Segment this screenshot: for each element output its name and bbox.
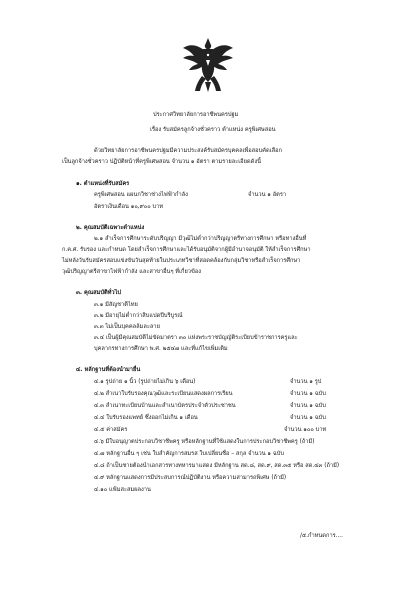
general-qualification-continuation: บุคลากรทางการศึกษา พ.ศ. ๒๕๔๗ และที่แก้ไขเพิ่มเติม	[94, 346, 228, 352]
section-1-title: ๑. ตำแหน่งที่รับสมัคร	[76, 181, 130, 187]
document-item-qty: จำนวน ๑ ฉบับ	[290, 403, 326, 409]
document-item: ๔.๑๐ แฟ้มสะสมผลงาน	[94, 487, 151, 493]
qualification-line: ก.ค.ศ. รับรอง และกำหนด โดยสำเร็จการศึกษาและได้รับอนุมัติจากผู้มีอำนาจอนุมัติ ให้สำเร็จการศึกษา	[62, 247, 311, 253]
garuda-emblem-icon	[181, 36, 235, 94]
document-item: ๔.๘ ถ้าเป็นชายต้องนำเอกสารทางทหารมาแสดง มีหลักฐาน สด.๘, สด.๙, สด.๓๕ หรือ สด.๔๓ (ถ้ามี)	[94, 463, 340, 469]
document-item: ๔.๒ สำเนาใบรับรองคุณวุฒิและระเบียนแสดงผลการเรียน	[94, 391, 233, 397]
document-item: ๔.๗ หลักฐานอื่น ๆ เช่น ใบสำคัญการสมรส ใบเปลี่ยนชื่อ – สกุล จำนวน ๑ ฉบับ	[94, 451, 284, 457]
position-name: ครูพิเศษสอน แผนกวิชาช่างไฟฟ้ากำลัง	[94, 192, 188, 198]
document-item: ๔.๓ สำเนาทะเบียนบ้านและสำเนาบัตรประจำตัวประชาชน	[94, 403, 236, 409]
document-item-qty: จำนวน ๑ ฉบับ	[290, 391, 326, 397]
salary-rate: อัตราเงินเดือน ๑๐,๙๐๐ บาท	[94, 204, 164, 210]
announcement-subject: เรื่อง รับสมัครลูกจ้างชั่วคราว ตำแหน่ง ครูพิเศษสอน	[150, 127, 276, 133]
document-item-qty: จำนวน ๑ ฉบับ	[290, 415, 326, 421]
qualification-line: ไม่หลังวันรับสมัครสอบแข่งขันวันสุดท้ายในประเภทวิชาที่สอดคล้องกับกลุ่มวิชาหรือสำเร็จการศึกษา	[62, 258, 301, 264]
section-4-title: ๔. หลักฐานที่ต้องนำมายื่น	[76, 367, 141, 373]
qualification-line: วุฒิปริญญาตรีสาขาไฟฟ้ากำลัง และสาขาอื่นๆ ที่เกี่ยวข้อง	[62, 269, 202, 275]
position-count: จำนวน ๑ อัตรา	[248, 192, 287, 198]
general-qualification-item: ๓.๔ เป็นผู้มีคุณสมบัติไม่ขัดมาตรา ๓๐ แห่งพระราชบัญญัติระเบียบข้าราชการครูและ	[94, 335, 298, 341]
document-item: ๔.๙ หลักฐานแสดงการมีประสบการณ์ปฏิบัติงาน หรือความสามารถพิเศษ (ถ้ามี)	[94, 475, 287, 481]
intro-line-2: เป็นลูกจ้างชั่วคราว ปฏิบัติหน้าที่ครูพิเศษสอน จำนวน ๑ อัตรา ตามรายละเอียดดังนี้	[62, 159, 261, 165]
intro-line-1: ด้วยวิทยาลัยการอาชีพนครปฐมมีความประสงค์รับสมัครบุคคลเพื่อสอบคัดเลือก	[94, 148, 282, 154]
section-3-title: ๓. คุณสมบัติทั่วไป	[76, 290, 122, 296]
document-item-qty: จำนวน ๑ รูป	[290, 379, 322, 385]
document-item-qty: จำนวน ๑๐๐ บาท	[284, 427, 327, 433]
general-qualification-item: ๓.๓ ไม่เป็นบุคคลล้มละลาย	[94, 324, 160, 330]
document-item: ๔.๖ มีใบอนุญาตประกอบวิชาชีพครู หรือหลักฐานที่ใช้แสดงในการประกอบวิชาชีพครู (ถ้ามี)	[94, 439, 315, 445]
page-continuation: /๕.กำหนดการ....	[300, 533, 343, 539]
announcement-title: ประกาศวิทยาลัยการอาชีพนครปฐม	[153, 112, 239, 118]
section-2-title: ๒. คุณสมบัติเฉพาะตำแหน่ง	[76, 225, 145, 231]
qualification-line: ๒.๑ สำเร็จการศึกษาระดับปริญญา มีวุฒิไม่ต่ำกว่าปริญญาตรีทางการศึกษา หรือทางอื่นที่	[94, 236, 307, 242]
document-item: ๔.๕ ค่าสมัคร	[94, 427, 128, 433]
general-qualification-item: ๓.๒ มีอายุไม่ต่ำกว่าสิบแปดปีบริบูรณ์	[94, 313, 183, 319]
document-item: ๔.๑ รูปถ่าย ๑ นิ้ว (รูปถ่ายไม่เกิน ๖ เดือน)	[94, 379, 196, 385]
document-item: ๔.๔ ใบรับรองแพทย์ ซึ่งออกไม่เกิน ๑ เดือน	[94, 415, 198, 421]
general-qualification-item: ๓.๑ มีสัญชาติไทย	[94, 302, 138, 308]
